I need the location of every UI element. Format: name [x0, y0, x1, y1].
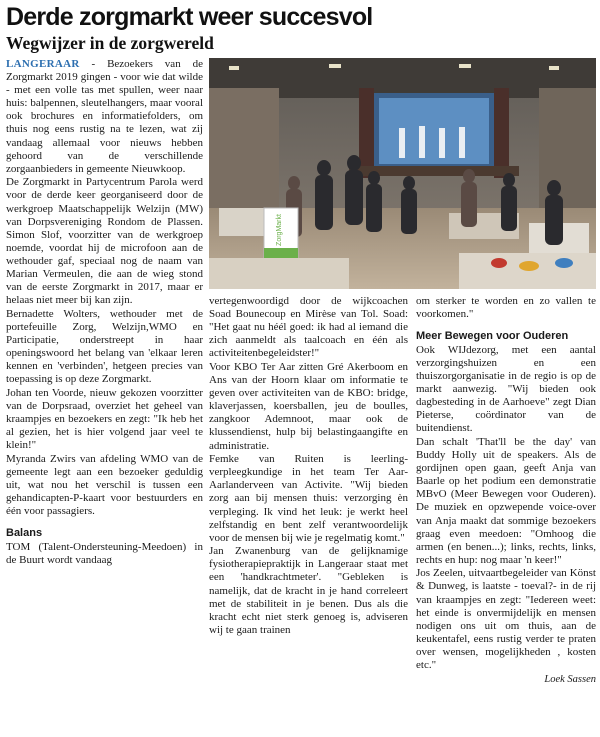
paragraph: [6, 58, 203, 176]
paragraph: Voor KBO Ter Aar zitten Gré Akerboom en Ans van der Hoorn klaar om informatie te geven over activiteiten van de KBO: bridge, klaverjassen, koersballen, jeu de boulles, zangkoor Ademnoot, maar ook de klussendienst, hulp bij belastingaangifte en administratie.: [209, 360, 408, 452]
dateline: LANGERAAR: [6, 58, 80, 70]
paragraph: TOM (Talent-Ondersteuning-Meedoen) in de Buurt wordt vandaag: [6, 540, 203, 566]
sign-label: ZorgMarkt: [276, 214, 283, 246]
paragraph: Ook WIJdezorg, met een aantal verzorgingshuizen en een thuiszorgorganisatie in de regio is op de markt aanwezig. "Wij bieden ook dagbesteding in de Aarhoeve" zegt Dian Pieterse, coördinator van de buitendienst.: [416, 343, 596, 435]
paragraph: om sterker te worden en zo vallen te voorkomen.": [416, 295, 596, 321]
photo-credit: Loek Sassen: [544, 673, 596, 685]
paragraph: Jos Zeelen, uitvaartbegeleider van Könst & Dunweg, is laatste - toeval?- in de rij van kraampjes en zegt: "Iedereen weet: het einde is onvermijdelijk en mensen nodigen ons uit om thuis, aan de keukentafel, eens rustig verder te praten over wensen, mogelijkheden , kosten etc.": [416, 567, 596, 672]
paragraph: De Zorgmarkt in Partycentrum Parola werd voor de derde keer georganiseerd door de werkgroep Maatschappelijk Welzijn (MW) van Dorpsvereniging Rondom de Plassen. Simon Slof, voorzitter van de werkgroep noemde, voordat hij de microfoon aan de wethouder gaf, speciaal nog de naam van Marian Vermeulen, die aan de wieg stond van de eerste Zorgmarkt in 2017, maar er helaas niet meer bij kan zijn.: [6, 176, 203, 307]
paragraph: Dan schalt 'That'll be the day' van Buddy Holly uit de speakers. Als de gordijnen open gaan, geeft Anja van Baarle op het podium een demonstratie MBvO (Meer Bewegen voor Ouderen). De muziek en opzwepende voice-over van Anja maakt dat sommige bezoekers graag even meedoen: "Omhoog die armen (en benen...); links, rechts, links, rechts en hup: nog maar 'n keer!": [416, 435, 596, 566]
section-heading-meer-bewegen: Meer Bewegen voor Ouderen: [416, 330, 569, 343]
event-photo: [209, 58, 596, 289]
paragraph-text: - Bezoekers van de Zorgmarkt 2019 gingen - voor wie dat wilde - met een volle tas met spullen, weer naar huis: balpennen, sleutelhangers, maar vooral ook brochures en informatiefolders, om thuis nog eens rustig na te lezen, wat zij vandaag allemaal voor nieuws hebben gehoord van de verschillende zorgaanbieders in gemeente Nieuwkoop.: [6, 58, 203, 175]
paragraph: Femke van Ruiten is leerling-verpleegkundige in het team Ter Aar-Aarlanderveen van Activite. "Wij bieden zorg aan bij mensen thuis: verzorging èn verpleging. Ik vind het leuk: je werkt heel zelfstandig en bent zelf verantwoordelijk voor de mensen bij wie je regelmatig komt.": [209, 453, 408, 544]
section-heading-balans: Balans: [6, 527, 43, 540]
paragraph: Myranda Zwirs van afdeling WMO van de gemeente legt aan een bezoeker geduldig uit, wat nou het verschil is tussen een gehandicapten-P-kaart voor bestuurders en één voor passagiers.: [6, 452, 203, 518]
article-column-3: [416, 295, 596, 686]
article-column-1: [6, 58, 203, 567]
headline: Derde zorgmarkt weer succesvol: [6, 3, 373, 31]
article-column-2: [209, 295, 408, 637]
subheadline: Wegwijzer in de zorgwereld: [6, 33, 214, 53]
paragraph: Johan ten Voorde, nieuw gekozen voorzitter van de Dorpsraad, overziet het geheel van kraampjes en bezoekers en zegt: "Ik heb het al gezien, het is hier volgend jaar veel te klein!": [6, 386, 203, 452]
paragraph: vertegenwoordigd door de wijkcoachen Soad Bounecoup en Mirèse van Tol. Soad: "Het gaat nu héél goed: ik had al iemand die zich aanmeldt als taalcoach en één als activiteitenbegeleidster!": [209, 295, 408, 360]
paragraph: Jan Zwanenburg van de gelijknamige fysiotherapiepraktijk in Langeraar staat met een 'handkrachtmeter'. "Gebleken is namelijk, dat de kracht in je hand correleert met de stabiliteit in je benen. Dus als die kracht echt niet sterk genoeg is, adviseren wij te gaan trainen: [209, 545, 408, 636]
photo-illustration: [209, 58, 596, 289]
paragraph: Bernadette Wolters, wethouder met de portefeuille Zorg, Welzijn,WMO en Participatie, onderstreept in haar openingswoord het belang van 'elkaar leren kennen en 'verbinden', hetgeen precies van toepassing is op deze Zorgmarkt.: [6, 307, 203, 386]
